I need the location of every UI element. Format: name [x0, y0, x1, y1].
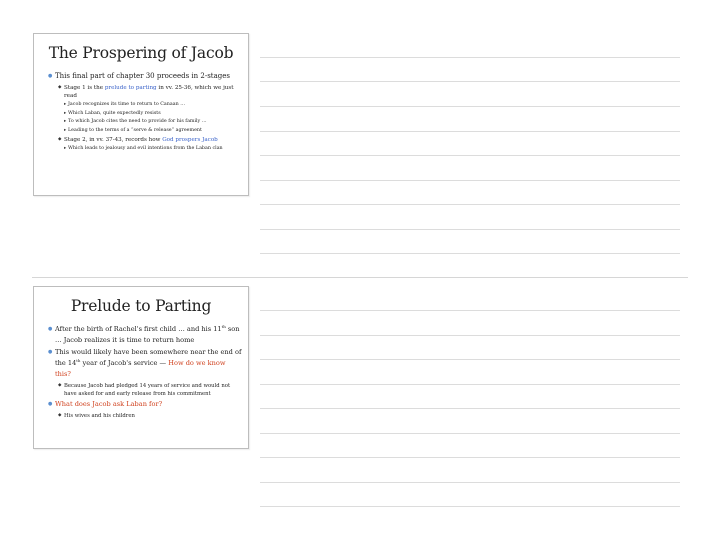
note-line: [260, 180, 680, 181]
bullet-text: This would likely have been somewhere near the end of the 14: [55, 348, 242, 367]
slide-title: The Prospering of Jacob: [48, 44, 234, 62]
bullet-text: His wives and his children: [64, 413, 135, 419]
bullet-text: Stage 2, in vv. 37-43, records how: [64, 136, 163, 143]
note-line: [260, 384, 680, 385]
bullet-item: [34, 412, 248, 420]
bullet-text: Which leads to jealousy and evil intentions from the Laban clan: [68, 146, 223, 151]
note-line: [260, 81, 680, 82]
bullet-text: Because Jacob had pledged 14 years of service and would not have asked for and early release from his commitment: [64, 383, 231, 397]
slide-title: Prelude to Parting: [70, 297, 212, 315]
highlight-text: God prospers Jacob: [162, 136, 218, 143]
bullet-item: [34, 84, 248, 100]
note-line: [260, 506, 680, 507]
note-line: [260, 106, 680, 107]
bullet-list: [34, 71, 248, 152]
bullet-item: [34, 324, 248, 346]
note-line: [260, 335, 680, 336]
note-line: [260, 229, 680, 230]
bullet-item: [34, 110, 248, 117]
bullet-item: [34, 101, 248, 108]
bullet-text: Leading to the terms of a “serve & release” agreement: [68, 127, 202, 133]
bullet-item: [34, 118, 248, 125]
bullet-item: [34, 382, 248, 398]
bullet-text: Which Laban, quite expectedly resists: [68, 110, 161, 116]
bullet-item: [34, 127, 248, 134]
page-divider: [32, 277, 688, 278]
note-line: [260, 408, 680, 409]
superscript: th: [76, 357, 81, 363]
note-line: [260, 433, 680, 434]
highlight-text: prelude to parting: [104, 84, 157, 91]
note-line: [260, 457, 680, 458]
note-line: [260, 359, 680, 360]
bullet-text: Jacob recognizes its time to return to Canaan …: [68, 102, 186, 107]
bullet-list: [34, 324, 248, 420]
bullet-item: [34, 71, 248, 82]
note-line: [260, 482, 680, 483]
superscript: th: [221, 323, 226, 329]
bullet-item: [34, 145, 248, 152]
note-line: [260, 57, 680, 58]
note-line: [260, 155, 680, 156]
bullet-text: son … Jacob realizes it is time to return home: [55, 325, 240, 344]
bullet-text: After the birth of Rachel's first child … and his 11: [55, 325, 222, 333]
bullet-item: [34, 399, 248, 410]
bullet-text: Stage 1 is the: [64, 84, 105, 91]
bullet-item: [34, 136, 248, 144]
note-line: [260, 310, 680, 311]
bullet-text: To which Jacob cites the need to provide for his family …: [68, 119, 207, 124]
bullet-item: [34, 347, 248, 380]
bullet-text: This final part of chapter 30 proceeds in 2-stages: [55, 72, 230, 80]
note-line: [260, 253, 680, 254]
bullet-text: year of Jacob's service —: [80, 359, 169, 367]
slide-1: [33, 33, 249, 196]
highlight-text: How do we know this?: [55, 359, 226, 378]
highlight-text: What does Jacob ask Laban for?: [55, 400, 163, 408]
note-line: [260, 131, 680, 132]
note-line: [260, 204, 680, 205]
bullet-text: in vv. 25-36, which we just read: [64, 84, 234, 99]
slide-2: [33, 286, 249, 449]
